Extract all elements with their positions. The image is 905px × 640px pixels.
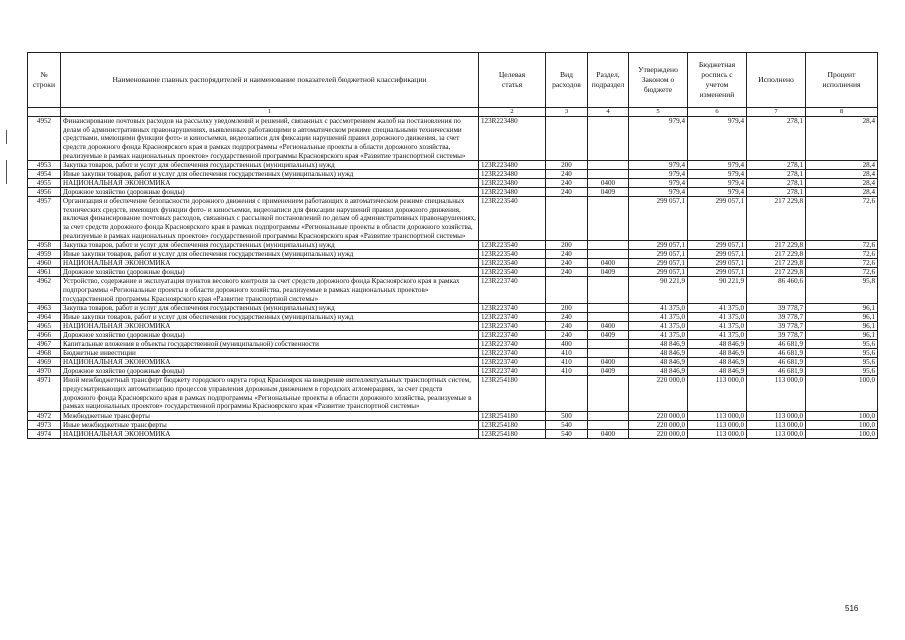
- row-section: 0400: [588, 358, 629, 367]
- row-executed: 113 000,0: [747, 429, 806, 438]
- header-percent: Процент исполнения: [806, 53, 878, 108]
- row-budget-list: 48 846,9: [688, 340, 747, 349]
- table-row: [28, 304, 878, 313]
- row-name: Финансирование почтовых расходов на рассылку уведомлений и решений, связанных с рассмотрением жалоб на постановления по делам об административных правонарушениях, выявленных работающими в автоматическом режиме специальными техническими средствами, имеющими функции фото- и киносъемки, видеозаписи для фиксации нарушений правил дорожного движения, за счет средств дорожного фонда Красноярского края в рамках подпрограммы «Региональные проекты в области дорожного хозяйства, реализуемые в рамках национальных проектов» государственной программы Красноярского края «Развитие транспортной системы»: [61, 117, 479, 161]
- row-target-article: 123R223740: [479, 322, 546, 331]
- row-executed: 278,1: [747, 161, 806, 170]
- row-target-article: 123R254180: [479, 429, 546, 438]
- row-target-article: 123R223540: [479, 250, 546, 259]
- row-budget-list: 299 057,1: [688, 197, 747, 241]
- row-section: 0409: [588, 268, 629, 277]
- row-approved: 979,4: [629, 179, 688, 188]
- row-expense-type: 540: [546, 420, 588, 429]
- row-name: Иной межбюджетный трансферт бюджету городского округа город Красноярск на внедрение интеллектуальных транспортных систем, предусматривающих автоматизацию процессов управления дорожным движением в городских агломерациях, за счет средств дорожного фонда Красноярского края в рамках подпрограммы «Региональные проекты в области дорожного хозяйства, реализуемые в рамках национальных проектов» государственной программы Красноярского края «Развитие транспортной системы»: [61, 376, 479, 412]
- row-budget-list: 979,4: [688, 161, 747, 170]
- row-executed: 217 229,8: [747, 259, 806, 268]
- row-executed: 278,1: [747, 179, 806, 188]
- row-number: 4961: [28, 268, 61, 277]
- row-percent: 100,0: [806, 376, 878, 412]
- row-section: 0400: [588, 179, 629, 188]
- row-section: [588, 313, 629, 322]
- header-budget-list: Бюджетная роспись с учетом изменений: [688, 53, 747, 108]
- row-executed: 278,1: [747, 188, 806, 197]
- row-budget-list: 979,4: [688, 170, 747, 179]
- row-number: 4970: [28, 367, 61, 376]
- row-section: [588, 340, 629, 349]
- row-expense-type: 240: [546, 313, 588, 322]
- row-section: [588, 170, 629, 179]
- row-section: [588, 277, 629, 304]
- row-target-article: 123R223540: [479, 268, 546, 277]
- table-body: [28, 117, 878, 439]
- table-header: [28, 53, 878, 117]
- row-number: 4963: [28, 304, 61, 313]
- row-section: [588, 197, 629, 241]
- row-section: [588, 250, 629, 259]
- row-approved: 220 000,0: [629, 376, 688, 412]
- row-percent: 96,1: [806, 331, 878, 340]
- row-target-article: 123R223480: [479, 179, 546, 188]
- row-percent: 95,6: [806, 349, 878, 358]
- table-row: [28, 313, 878, 322]
- row-executed: 39 778,7: [747, 304, 806, 313]
- row-approved: 299 057,1: [629, 250, 688, 259]
- row-target-article: 123R223740: [479, 358, 546, 367]
- row-approved: 41 375,0: [629, 313, 688, 322]
- row-percent: 28,4: [806, 161, 878, 170]
- row-name: Дорожное хозяйство (дорожные фонды): [61, 331, 479, 340]
- row-name: Дорожное хозяйство (дорожные фонды): [61, 268, 479, 277]
- row-percent: 28,4: [806, 170, 878, 179]
- row-approved: 979,4: [629, 117, 688, 161]
- table-row: [28, 376, 878, 412]
- row-expense-type: 240: [546, 331, 588, 340]
- row-budget-list: 113 000,0: [688, 411, 747, 420]
- row-executed: 39 778,7: [747, 313, 806, 322]
- scan-edge-mark: [6, 130, 7, 144]
- row-target-article: 123R223740: [479, 304, 546, 313]
- table-row: [28, 331, 878, 340]
- row-executed: 217 229,8: [747, 241, 806, 250]
- row-number: 4968: [28, 349, 61, 358]
- row-name: Дорожное хозяйство (дорожные фонды): [61, 188, 479, 197]
- row-budget-list: 979,4: [688, 188, 747, 197]
- row-number: 4953: [28, 161, 61, 170]
- row-name: НАЦИОНАЛЬНАЯ ЭКОНОМИКА: [61, 429, 479, 438]
- row-section: 0409: [588, 367, 629, 376]
- row-executed: 217 229,8: [747, 268, 806, 277]
- row-percent: 96,1: [806, 304, 878, 313]
- row-expense-type: [546, 376, 588, 412]
- row-executed: 39 778,7: [747, 331, 806, 340]
- row-target-article: 123R223540: [479, 259, 546, 268]
- row-budget-list: 299 057,1: [688, 241, 747, 250]
- table-row: [28, 429, 878, 438]
- row-expense-type: 200: [546, 241, 588, 250]
- row-number: 4958: [28, 241, 61, 250]
- table-row: [28, 250, 878, 259]
- row-section: 0400: [588, 259, 629, 268]
- header-name: Наименование главных распорядителей и наименование показателей бюджетной классификации: [61, 53, 479, 108]
- row-approved: 299 057,1: [629, 268, 688, 277]
- row-number: 4952: [28, 117, 61, 161]
- row-approved: 41 375,0: [629, 322, 688, 331]
- table-row: [28, 340, 878, 349]
- header-approved: Утверждено Законом о бюджете: [629, 53, 688, 108]
- row-budget-list: 41 375,0: [688, 322, 747, 331]
- row-target-article: 123R223740: [479, 331, 546, 340]
- row-number: 4954: [28, 170, 61, 179]
- table-row: [28, 358, 878, 367]
- row-percent: 72,6: [806, 241, 878, 250]
- table-row: [28, 420, 878, 429]
- row-budget-list: 48 846,9: [688, 367, 747, 376]
- row-budget-list: 979,4: [688, 179, 747, 188]
- row-number: 4955: [28, 179, 61, 188]
- row-name: НАЦИОНАЛЬНАЯ ЭКОНОМИКА: [61, 179, 479, 188]
- row-number: 4974: [28, 429, 61, 438]
- column-number-row: [28, 108, 878, 117]
- header-row-number: № строки: [28, 53, 61, 108]
- column-number: 8: [806, 108, 878, 117]
- row-budget-list: 113 000,0: [688, 376, 747, 412]
- row-expense-type: [546, 117, 588, 161]
- row-expense-type: 410: [546, 349, 588, 358]
- row-executed: 113 000,0: [747, 411, 806, 420]
- row-target-article: 123R254180: [479, 411, 546, 420]
- row-executed: 278,1: [747, 170, 806, 179]
- table-row: [28, 161, 878, 170]
- row-executed: 217 229,8: [747, 250, 806, 259]
- row-expense-type: [546, 197, 588, 241]
- row-percent: 100,0: [806, 429, 878, 438]
- row-expense-type: 240: [546, 322, 588, 331]
- row-name: Иные межбюджетные трансферты: [61, 420, 479, 429]
- row-expense-type: [546, 277, 588, 304]
- row-budget-list: 299 057,1: [688, 268, 747, 277]
- row-budget-list: 41 375,0: [688, 313, 747, 322]
- header-expense-type: Вид расходов: [546, 53, 588, 108]
- row-expense-type: 410: [546, 367, 588, 376]
- row-percent: 95,6: [806, 367, 878, 376]
- row-target-article: 123R254180: [479, 420, 546, 429]
- table-row: [28, 411, 878, 420]
- table-row: [28, 117, 878, 161]
- row-name: Межбюджетные трансферты: [61, 411, 479, 420]
- row-approved: 299 057,1: [629, 241, 688, 250]
- column-number: 2: [479, 108, 546, 117]
- row-approved: 979,4: [629, 188, 688, 197]
- row-section: [588, 420, 629, 429]
- row-number: 4969: [28, 358, 61, 367]
- row-number: 4964: [28, 313, 61, 322]
- row-number: 4966: [28, 331, 61, 340]
- table-row: [28, 259, 878, 268]
- row-percent: 72,6: [806, 250, 878, 259]
- row-section: 0400: [588, 429, 629, 438]
- row-executed: 278,1: [747, 117, 806, 161]
- row-section: [588, 117, 629, 161]
- row-expense-type: 200: [546, 161, 588, 170]
- table-row: [28, 179, 878, 188]
- row-name: НАЦИОНАЛЬНАЯ ЭКОНОМИКА: [61, 322, 479, 331]
- row-target-article: 123R223480: [479, 188, 546, 197]
- row-target-article: 123R223540: [479, 197, 546, 241]
- row-expense-type: 240: [546, 259, 588, 268]
- scan-edge-mark: [6, 160, 7, 184]
- row-expense-type: 240: [546, 250, 588, 259]
- row-executed: 217 229,8: [747, 197, 806, 241]
- row-executed: 113 000,0: [747, 420, 806, 429]
- row-percent: 100,0: [806, 420, 878, 429]
- row-approved: 979,4: [629, 170, 688, 179]
- row-percent: 100,0: [806, 411, 878, 420]
- header-section: Раздел, подраздел: [588, 53, 629, 108]
- row-expense-type: 200: [546, 304, 588, 313]
- row-target-article: 123R223740: [479, 340, 546, 349]
- row-expense-type: 410: [546, 358, 588, 367]
- row-approved: 48 846,9: [629, 358, 688, 367]
- table-row: [28, 349, 878, 358]
- row-section: [588, 304, 629, 313]
- row-executed: 46 681,9: [747, 367, 806, 376]
- row-budget-list: 41 375,0: [688, 304, 747, 313]
- row-expense-type: 400: [546, 340, 588, 349]
- table-row: [28, 367, 878, 376]
- row-name: Закупка товаров, работ и услуг для обеспечения государственных (муниципальных) нужд: [61, 161, 479, 170]
- header-target-article: Целевая статья: [479, 53, 546, 108]
- row-percent: 72,6: [806, 197, 878, 241]
- table-row: [28, 170, 878, 179]
- row-budget-list: 41 375,0: [688, 331, 747, 340]
- row-target-article: 123R223740: [479, 367, 546, 376]
- row-name: Иные закупки товаров, работ и услуг для обеспечения государственных (муниципальных) нужд: [61, 313, 479, 322]
- row-name: Иные закупки товаров, работ и услуг для обеспечения государственных (муниципальных) нужд: [61, 170, 479, 179]
- row-number: 4973: [28, 420, 61, 429]
- table-row: [28, 268, 878, 277]
- row-executed: 113 000,0: [747, 376, 806, 412]
- row-approved: 220 000,0: [629, 420, 688, 429]
- row-executed: 46 681,9: [747, 340, 806, 349]
- row-percent: 95,6: [806, 358, 878, 367]
- row-section: 0409: [588, 188, 629, 197]
- row-name: Бюджетные инвестиции: [61, 349, 479, 358]
- row-name: НАЦИОНАЛЬНАЯ ЭКОНОМИКА: [61, 259, 479, 268]
- row-budget-list: 979,4: [688, 117, 747, 161]
- row-section: [588, 241, 629, 250]
- column-number: 3: [546, 108, 588, 117]
- row-percent: 95,6: [806, 340, 878, 349]
- column-number: 7: [747, 108, 806, 117]
- row-number: 4971: [28, 376, 61, 412]
- row-expense-type: 240: [546, 179, 588, 188]
- row-approved: 299 057,1: [629, 197, 688, 241]
- row-target-article: 123R223740: [479, 277, 546, 304]
- row-approved: 299 057,1: [629, 259, 688, 268]
- row-budget-list: 113 000,0: [688, 420, 747, 429]
- row-name: Закупка товаров, работ и услуг для обеспечения государственных (муниципальных) нужд: [61, 241, 479, 250]
- table-row: [28, 241, 878, 250]
- row-name: Дорожное хозяйство (дорожные фонды): [61, 367, 479, 376]
- row-budget-list: 113 000,0: [688, 429, 747, 438]
- table-row: [28, 188, 878, 197]
- table-row: [28, 197, 878, 241]
- row-percent: 95,8: [806, 277, 878, 304]
- row-approved: 41 375,0: [629, 304, 688, 313]
- row-percent: 96,1: [806, 322, 878, 331]
- row-approved: 48 846,9: [629, 340, 688, 349]
- row-section: [588, 376, 629, 412]
- row-approved: 90 221,9: [629, 277, 688, 304]
- row-target-article: 123R223740: [479, 313, 546, 322]
- row-target-article: 123R223740: [479, 349, 546, 358]
- row-section: [588, 161, 629, 170]
- column-number: 6: [688, 108, 747, 117]
- column-number-blank: [28, 108, 61, 117]
- row-section: [588, 411, 629, 420]
- row-name: Капитальные вложения в объекты государственной (муниципальной) собственности: [61, 340, 479, 349]
- row-percent: 72,6: [806, 259, 878, 268]
- row-budget-list: 299 057,1: [688, 250, 747, 259]
- row-target-article: 123R223480: [479, 117, 546, 161]
- row-expense-type: 540: [546, 429, 588, 438]
- row-budget-list: 90 221,9: [688, 277, 747, 304]
- row-name: Устройство, содержание и эксплуатация пунктов весового контроля за счет средств дорожного фонда Красноярского края в рамках подпрограммы «Региональные проекты в области дорожного хозяйства, реализуемые в рамках национальных проектов» государственной программы Красноярского края «Развитие транспортной системы»: [61, 277, 479, 304]
- row-section: 0409: [588, 331, 629, 340]
- row-number: 4972: [28, 411, 61, 420]
- row-name: Иные закупки товаров, работ и услуг для обеспечения государственных (муниципальных) нужд: [61, 250, 479, 259]
- row-target-article: 123R254180: [479, 376, 546, 412]
- row-approved: 979,4: [629, 161, 688, 170]
- budget-table: [27, 52, 878, 439]
- row-target-article: 123R223480: [479, 170, 546, 179]
- row-percent: 28,4: [806, 179, 878, 188]
- row-budget-list: 299 057,1: [688, 259, 747, 268]
- row-number: 4957: [28, 197, 61, 241]
- row-percent: 28,4: [806, 117, 878, 161]
- row-percent: 72,6: [806, 268, 878, 277]
- row-executed: 39 778,7: [747, 322, 806, 331]
- row-expense-type: 240: [546, 268, 588, 277]
- row-approved: 220 000,0: [629, 429, 688, 438]
- row-name: НАЦИОНАЛЬНАЯ ЭКОНОМИКА: [61, 358, 479, 367]
- row-approved: 41 375,0: [629, 331, 688, 340]
- row-number: 4965: [28, 322, 61, 331]
- table-row: [28, 277, 878, 304]
- row-executed: 46 681,9: [747, 358, 806, 367]
- row-name: Организация и обеспечение безопасности дорожного движения с применением работающих в автоматическом режиме специальных технических средств, имеющих функции фото- и киносъемки, видеозаписи для фиксации нарушений правил дорожного движения, включая финансирование почтовых расходов, связанных с рассылкой постановлений по делам об административных правонарушениях, за счет средств дорожного фонда Красноярского края в рамках подпрограммы «Региональные проекты в области дорожного хозяйства, реализуемые в рамках национальных проектов» государственной программы Красноярского края «Развитие транспортной системы»: [61, 197, 479, 241]
- row-executed: 46 681,9: [747, 349, 806, 358]
- row-executed: 86 460,6: [747, 277, 806, 304]
- row-approved: 48 846,9: [629, 367, 688, 376]
- column-number: 5: [629, 108, 688, 117]
- header-executed: Исполнено: [747, 53, 806, 108]
- column-number: 1: [61, 108, 479, 117]
- table-row: [28, 322, 878, 331]
- row-approved: 220 000,0: [629, 411, 688, 420]
- row-percent: 96,1: [806, 313, 878, 322]
- row-percent: 28,4: [806, 188, 878, 197]
- row-number: 4956: [28, 188, 61, 197]
- column-number: 4: [588, 108, 629, 117]
- page-number: 516: [845, 604, 859, 613]
- row-target-article: 123R223480: [479, 161, 546, 170]
- row-budget-list: 48 846,9: [688, 358, 747, 367]
- row-number: 4967: [28, 340, 61, 349]
- row-approved: 48 846,9: [629, 349, 688, 358]
- row-number: 4960: [28, 259, 61, 268]
- row-number: 4959: [28, 250, 61, 259]
- row-number: 4962: [28, 277, 61, 304]
- row-name: Закупка товаров, работ и услуг для обеспечения государственных (муниципальных) нужд: [61, 304, 479, 313]
- row-expense-type: 240: [546, 170, 588, 179]
- row-expense-type: 500: [546, 411, 588, 420]
- row-section: 0400: [588, 322, 629, 331]
- row-target-article: 123R223540: [479, 241, 546, 250]
- row-budget-list: 48 846,9: [688, 349, 747, 358]
- row-expense-type: 240: [546, 188, 588, 197]
- row-section: [588, 349, 629, 358]
